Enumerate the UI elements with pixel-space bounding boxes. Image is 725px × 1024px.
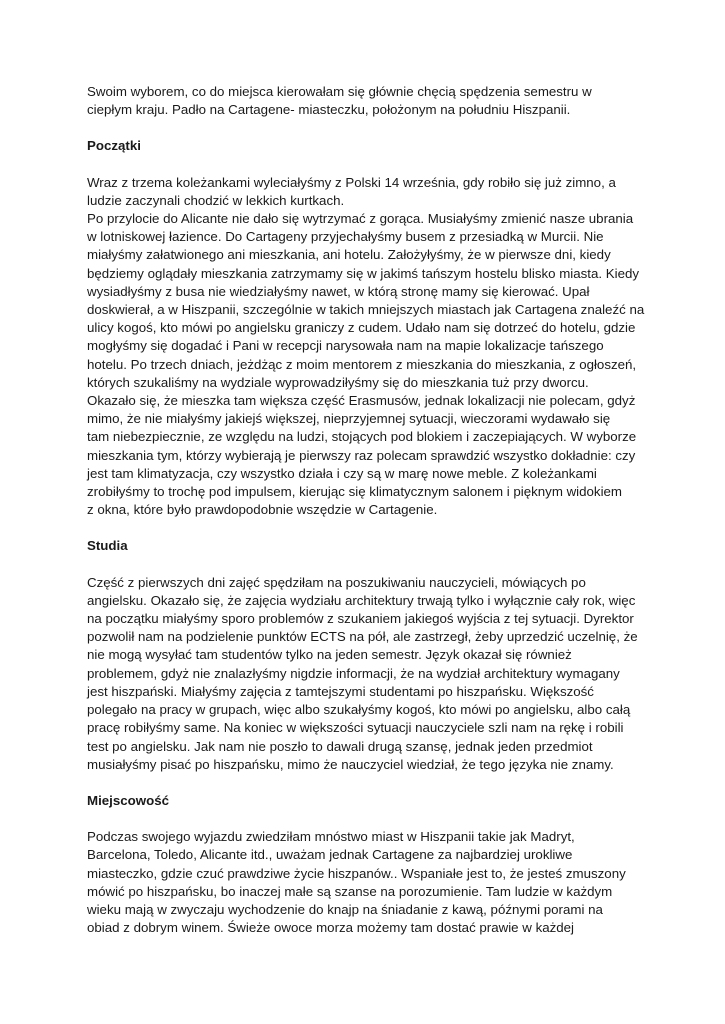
text-line: pracę robiłyśmy same. Na koniec w większości sytuacji nauczyciele szli nam na rękę i robili [87,720,624,736]
text-line: ludzie zaczynali chodzić w lekkich kurtkach. [87,192,345,208]
text-line: Część z pierwszych dni zajęć spędziłam na poszukiwaniu nauczycieli, mówiących po [87,574,586,590]
text-line: mogłyśmy się dogadać i Pani w recepcji narysowała nam na mapie lokalizacje tańszego [87,338,604,354]
text-line: doskwierał, a w Hiszpanii, szczególnie w takich mniejszych miastach jak Cartagena znaleźć na [87,302,645,318]
section-body-poczatki [87,174,647,520]
text-line: mimo, że nie miałyśmy jakiejś większej, nieprzyjemnej sytuacji, wieczorami wydawało się [87,411,611,427]
section-body-studia [87,574,647,774]
section-heading-studia: Studia [87,538,128,554]
text-line: zrobiłyśmy to trochę pod impulsem, kierując się klimatycznym salonem i pięknym widokiem [87,484,623,500]
text-line: Po przylocie do Alicante nie dało się wytrzymać z gorąca. Musiałyśmy zmienić nasze ubrania [87,211,634,227]
intro-paragraph [87,83,647,119]
section-heading-poczatki: Początki [87,138,141,154]
section-heading-miejscowosc: Miejscowość [87,792,170,808]
section-body-miejscowosc [87,828,647,937]
text-line: których szukaliśmy na wydziale wyprowadziłyśmy się do mieszkania tuż przy dworcu. [87,374,589,390]
text-line: Wraz z trzema koleżankami wyleciałyśmy z Polski 14 września, gdy robiło się już zimno, a [87,174,616,190]
text-line: miałyśmy załatwionego ani mieszkania, ani hotelu. Założyłyśmy, że w pierwsze dni, kiedy [87,247,611,263]
text-line: test po angielsku. Jak nam nie poszło to dawali drugą szansę, jednak jeden przedmiot [87,738,593,754]
text-line: na początku miałyśmy sporo problemów z szukaniem jakiegoś wyjścia z tej sytuacji. Dyrektor [87,611,634,627]
text-line: ciepłym kraju. Padło na Cartagene- miasteczku, położonym na południu Hiszpanii. [87,102,571,118]
text-line: z okna, które było prawdopodobnie wszędzie w Cartagenie. [87,502,438,518]
text-line: nie mogą wysyłać tam studentów tylko na jeden semestr. Język okazał się również [87,647,572,663]
text-line: mieszkania tym, którzy wybierają je pierwszy raz polecam sprawdzić wszystko dokładnie: czy [87,447,636,463]
text-line: będziemy oglądały mieszkania zatrzymamy się w jakimś tańszym hostelu blisko miasta. Kiedy [87,265,640,281]
text-line: musiałyśmy pisać po hiszpańsku, mimo że nauczyciel wiedział, że tego języka nie znamy. [87,756,614,772]
text-line: wieku mają w zwyczaju wychodzenie do knajp na śniadanie z kawą, późnymi porami na [87,901,603,917]
text-line: hotelu. Po trzech dniach, jeżdżąc z moim mentorem z mieszkania do mieszkania, z ogłoszeń, [87,356,637,372]
text-line: obiad z dobrym winem. Świeże owoce morza możemy tam dostać prawie w każdej [87,920,575,936]
text-line: miasteczko, gdzie czuć prawdziwe życie hiszpanów.. Wspaniałe jest to, że jesteś zmuszony [87,865,626,881]
text-line: Swoim wyborem, co do miejsca kierowałam się głównie chęcią spędzenia semestru w [87,84,592,99]
text-line: jest tam klimatyzacja, czy wszystko działa i czy są w marę nowe meble. Z koleżankami [87,465,597,481]
text-line: wysiadłyśmy z busa nie wiedziałyśmy nawet, w którą stronę mamy się kierować. Upał [87,283,590,299]
text-line: ulicy kogoś, kto mówi po angielsku graniczy z cudem. Udało nam się dotrzeć do hotelu, gdzie [87,320,636,336]
text-line: angielsku. Okazało się, że zajęcia wydziału architektury trwają tylko i wyłącznie cały rok, więc [87,592,636,608]
text-line: jest hiszpański. Miałyśmy zajęcia z tamtejszymi studentami po hiszpańsku. Większość [87,683,594,699]
text-line: polegało na pracy w grupach, więc albo szukałyśmy kogoś, kto mówi po angielsku, albo całą [87,702,631,718]
text-line: Okazało się, że mieszka tam większa część Erasmusów, jednak lokalizacji nie polecam, gdyż [87,393,636,409]
text-line: problemem, gdyż nie znalazłyśmy nigdzie informacji, że na wydział architektury wymagany [87,665,620,681]
text-line: Podczas swojego wyjazdu zwiedziłam mnóstwo miast w Hiszpanii takie jak Madryt, [87,829,575,845]
text-line: Barcelona, Toledo, Alicante itd., uważam jednak Cartagene za najbardziej urokliwe [87,847,573,863]
document-page [87,83,647,937]
text-line: tam niebezpiecznie, ze względu na ludzi, stojących pod blokiem i zaczepiających. W wyborze [87,429,637,445]
text-line: mówić po hiszpańsku, bo inaczej małe są szanse na porozumienie. Tam ludzie w każdym [87,883,613,899]
text-line: pozwolił nam na podzielenie punktów ECTS na pół, ale zastrzegł, żeby uprzedzić uczelnię, że [87,629,638,645]
text-line: w lotniskowej łazience. Do Cartageny przyjechałyśmy busem z przesiadką w Murcii. Nie [87,229,604,245]
